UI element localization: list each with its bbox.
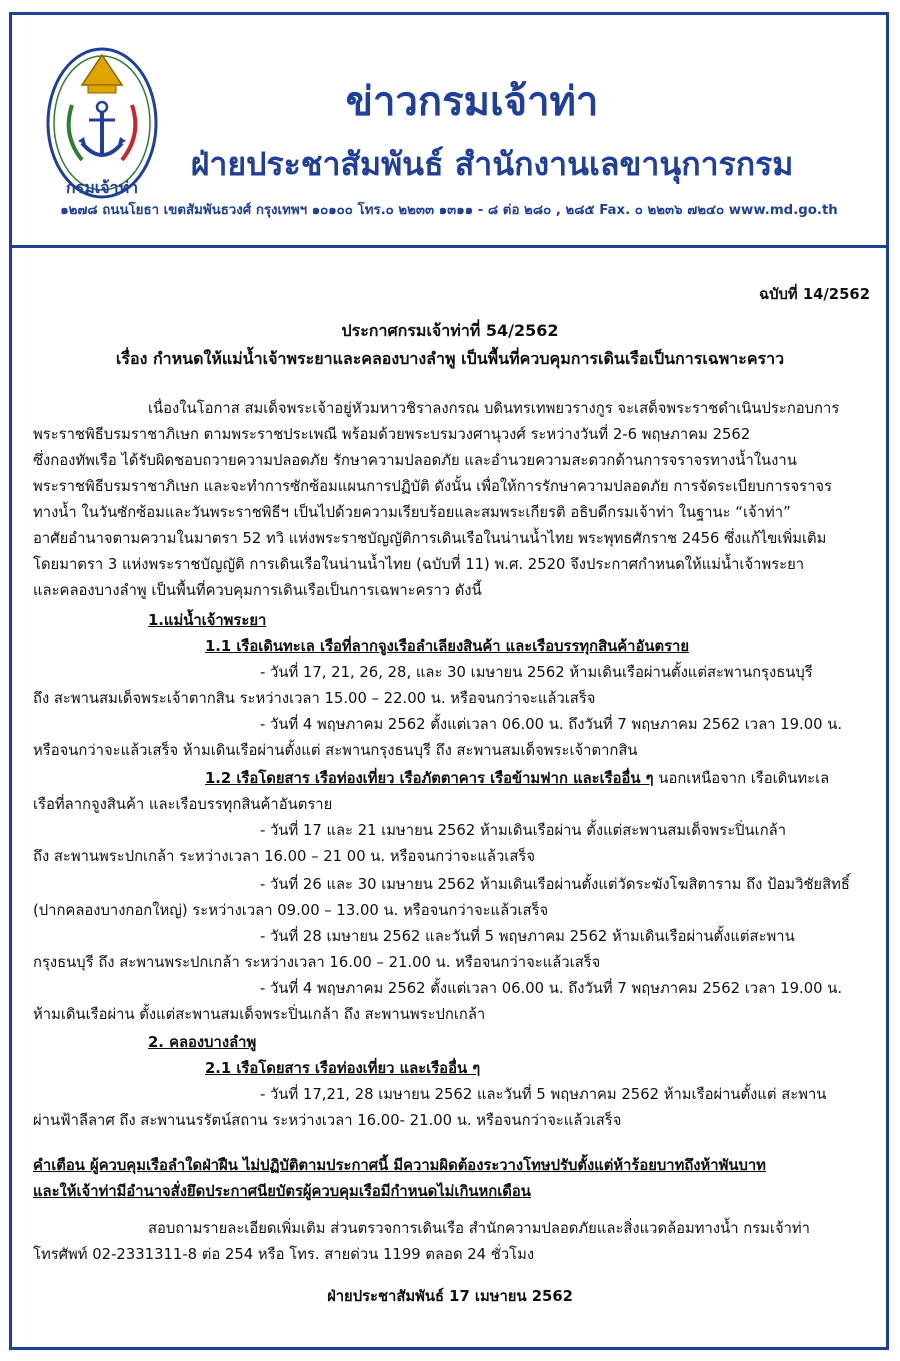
rule-text: - วันที่ 17,21, 28 เมษายน 2562 และวันที่ 5 พฤษภาคม 2562 ห้ามเรือผ่านตั้งแต่ สะพาน — [260, 1086, 827, 1103]
section-1-1-title: 1.1 เรือเดินทะเล เรือที่ลากจูงเรือลำเลียงสินค้า และเรือบรรทุกสินค้าอันตราย — [205, 638, 690, 655]
section-1-2-title-continued: เรือที่ลากจูงสินค้า และเรือบรรทุกสินค้าอันตราย — [33, 796, 333, 813]
rule-text: - วันที่ 17 และ 21 เมษายน 2562 ห้ามเดินเรือผ่าน ตั้งแต่สะพานสมเด็จพระปิ่นเกล้า — [260, 822, 787, 839]
announcement-subject: เรื่อง กำหนดให้แม่น้ำเจ้าพระยาและคลองบางลำพู เป็นพื้นที่ควบคุมการเดินเรือเป็นการเฉพาะคราว — [115, 349, 785, 368]
intro-line: เนื่องในโอกาส สมเด็จพระเจ้าอยู่หัวมหาวชิราลงกรณ บดินทรเทพยวรางกูร จะเสด็จพระราชดำเนินประกอบการ — [148, 400, 840, 417]
address-line: ๑๒๗๘ ถนนโยธา เขตสัมพันธวงศ์ กรุงเทพฯ ๑๐๑๐๐ โทร.๐ ๒๒๓๓ ๑๓๑๑ - ๘ ต่อ ๒๘๐ , ๒๘๕ Fax. ๐ ๒๒๓๖ ๗๒๔๐ www.md.go.th — [60, 203, 838, 218]
issue-number: ฉบับที่ 14/2562 — [759, 286, 870, 303]
announcement-number: ประกาศกรมเจ้าท่าที่ 54/2562 — [341, 321, 559, 340]
intro-line: พระราชพิธีบรมราชาภิเษก ตามพระราชประเพณี พร้อมด้วยพระบรมวงศานุวงศ์ ระหว่างวันที่ 2-6 พฤษภาคม 2562 — [33, 426, 751, 443]
section-1-title: 1.แม่น้ำเจ้าพระยา — [148, 612, 267, 629]
warning-text-continued: และให้เจ้าท่ามีอำนาจสั่งยึดประกาศนียบัตรผู้ควบคุมเรือมีกำหนดไม่เกินหกเดือน — [33, 1183, 531, 1200]
rule-text: - วันที่ 4 พฤษภาคม 2562 ตั้งแต่เวลา 06.00 น. ถึงวันที่ 7 พฤษภาคม 2562 เวลา 19.00 น. — [260, 716, 843, 733]
section-2-1-title: 2.1 เรือโดยสาร เรือท่องเที่ยว และเรืออื่น ๆ — [205, 1060, 481, 1077]
warning-line — [33, 1153, 766, 1179]
rule-text: - วันที่ 17, 21, 26, 28, และ 30 เมษายน 2562 ห้ามเดินเรือผ่านตั้งแต่สะพานกรุงธนบุรี — [260, 664, 813, 681]
intro-line: โดยมาตรา 3 แห่งพระราชบัญญัติ การเดินเรือในน่านน้ำไทย (ฉบับที่ 11) พ.ศ. 2520 จึงประกาศกำหนดให้แม่น้ำเจ้าพระยา — [33, 556, 805, 573]
rule-text: กรุงธนบุรี ถึง สะพานพระปกเกล้า ระหว่างเวลา 16.00 – 21.00 น. หรือจนกว่าจะแล้วเสร็จ — [33, 954, 601, 971]
section-1-2-title: 1.2 เรือโดยสาร เรือท่องเที่ยว เรือภัตตาคาร เรือข้ามฟาก และเรืออื่น ๆ — [205, 770, 654, 787]
warning-text: ผู้ควบคุมเรือลำใดฝ่าฝืน ไม่ปฏิบัติตามประกาศนี้ มีความผิดต้องระวางโทษปรับตั้งแต่ห้าร้อยบาทถึงห้าพันบาท — [84, 1157, 766, 1174]
rule-text: - วันที่ 26 และ 30 เมษายน 2562 ห้ามเดินเรือผ่านตั้งแต่วัดระฆังโฆสิตาราม ถึง ป้อมวิชัยสิทธิ์ — [260, 876, 850, 893]
section-1-2-title-rest: นอกเหนือจาก เรือเดินทะเล — [653, 770, 830, 787]
intro-line: ซึ่งกองทัพเรือ ได้รับผิดชอบถวายความปลอดภัย รักษาความปลอดภัย และอำนวยความสะดวกด้านการจราจรทางน้ำในงาน — [33, 452, 797, 469]
rule-text: หรือจนกว่าจะแล้วเสร็จ ห้ามเดินเรือผ่านตั้งแต่ สะพานกรุงธนบุรี ถึง สะพานสมเด็จพระเจ้าตากสิน — [33, 742, 638, 759]
section-2-title: 2. คลองบางลำพู — [148, 1034, 257, 1051]
rule-text: - วันที่ 4 พฤษภาคม 2562 ตั้งแต่เวลา 06.00 น. ถึงวันที่ 7 พฤษภาคม 2562 เวลา 19.00 น. — [260, 980, 843, 997]
rule-text: (ปากคลองบางกอกใหญ่) ระหว่างเวลา 09.00 – 13.00 น. หรือจนกว่าจะแล้วเสร็จ — [33, 902, 549, 919]
section-1-2-heading — [205, 766, 829, 792]
intro-line: อาศัยอำนาจตามความในมาตรา 52 ทวิ แห่งพระราชบัญญัติการเดินเรือในน่านน้ำไทย พระพุทธศักราช 2456 ซึ่งแก้ไขเพิ่มเติม — [33, 530, 827, 547]
intro-line: และคลองบางลำพู เป็นพื้นที่ควบคุมการเดินเรือเป็นการเฉพาะคราว ดังนี้ — [33, 582, 482, 599]
newsletter-subtitle: ฝ่ายประชาสัมพันธ์ สำนักงานเลขานุการกรม — [190, 145, 794, 183]
rule-text: - วันที่ 28 เมษายน 2562 และวันที่ 5 พฤษภาคม 2562 ห้ามเดินเรือผ่านตั้งแต่สะพาน — [260, 928, 795, 945]
warning-label: คำเตือน — [33, 1157, 85, 1174]
newsletter-title: ข่าวกรมเจ้าท่า — [345, 79, 599, 125]
contact-text: สอบถามรายละเอียดเพิ่มเติม ส่วนตรวจการเดินเรือ สำนักความปลอดภัยและสิ่งแวดล้อมทางน้ำ กรมเจ้าท่า — [148, 1220, 810, 1237]
intro-line: ทางน้ำ ในวันซักซ้อมและวันพระราชพิธีฯ เป็นไปด้วยความเรียบร้อยและสมพระเกียรติ อธิบดีกรมเจ้าท่า ในฐานะ “เจ้าท่า” — [33, 504, 791, 521]
rule-text: ห้ามเดินเรือผ่าน ตั้งแต่สะพานสมเด็จพระปิ่นเกล้า ถึง สะพานพระปกเกล้า — [33, 1006, 486, 1023]
contact-text: โทรศัพท์ 02-2331311-8 ต่อ 254 หรือ โทร. สายด่วน 1199 ตลอด 24 ชั่วโมง — [33, 1246, 535, 1263]
rule-text: ถึง สะพานพระปกเกล้า ระหว่างเวลา 16.00 – 21 00 น. หรือจนกว่าจะแล้วเสร็จ — [33, 848, 536, 865]
rule-text: ผ่านฟ้าลีลาศ ถึง สะพานนรรัตน์สถาน ระหว่างเวลา 16.00- 21.00 น. หรือจนกว่าจะแล้วเสร็จ — [33, 1112, 622, 1129]
footer-signature: ฝ่ายประชาสัมพันธ์ 17 เมษายน 2562 — [327, 1288, 573, 1305]
rule-text: ถึง สะพานสมเด็จพระเจ้าตากสิน ระหว่างเวลา 15.00 – 22.00 น. หรือจนกว่าจะแล้วเสร็จ — [33, 690, 596, 707]
logo-text: กรมเจ้าท่า — [65, 178, 139, 197]
intro-line: พระราชพิธีบรมราชาภิเษก และจะทำการซักซ้อมแผนการปฏิบัติ ดังนั้น เพื่อให้การรักษาความปลอดภัย การจัดระเบียบการจราจร — [33, 478, 833, 495]
